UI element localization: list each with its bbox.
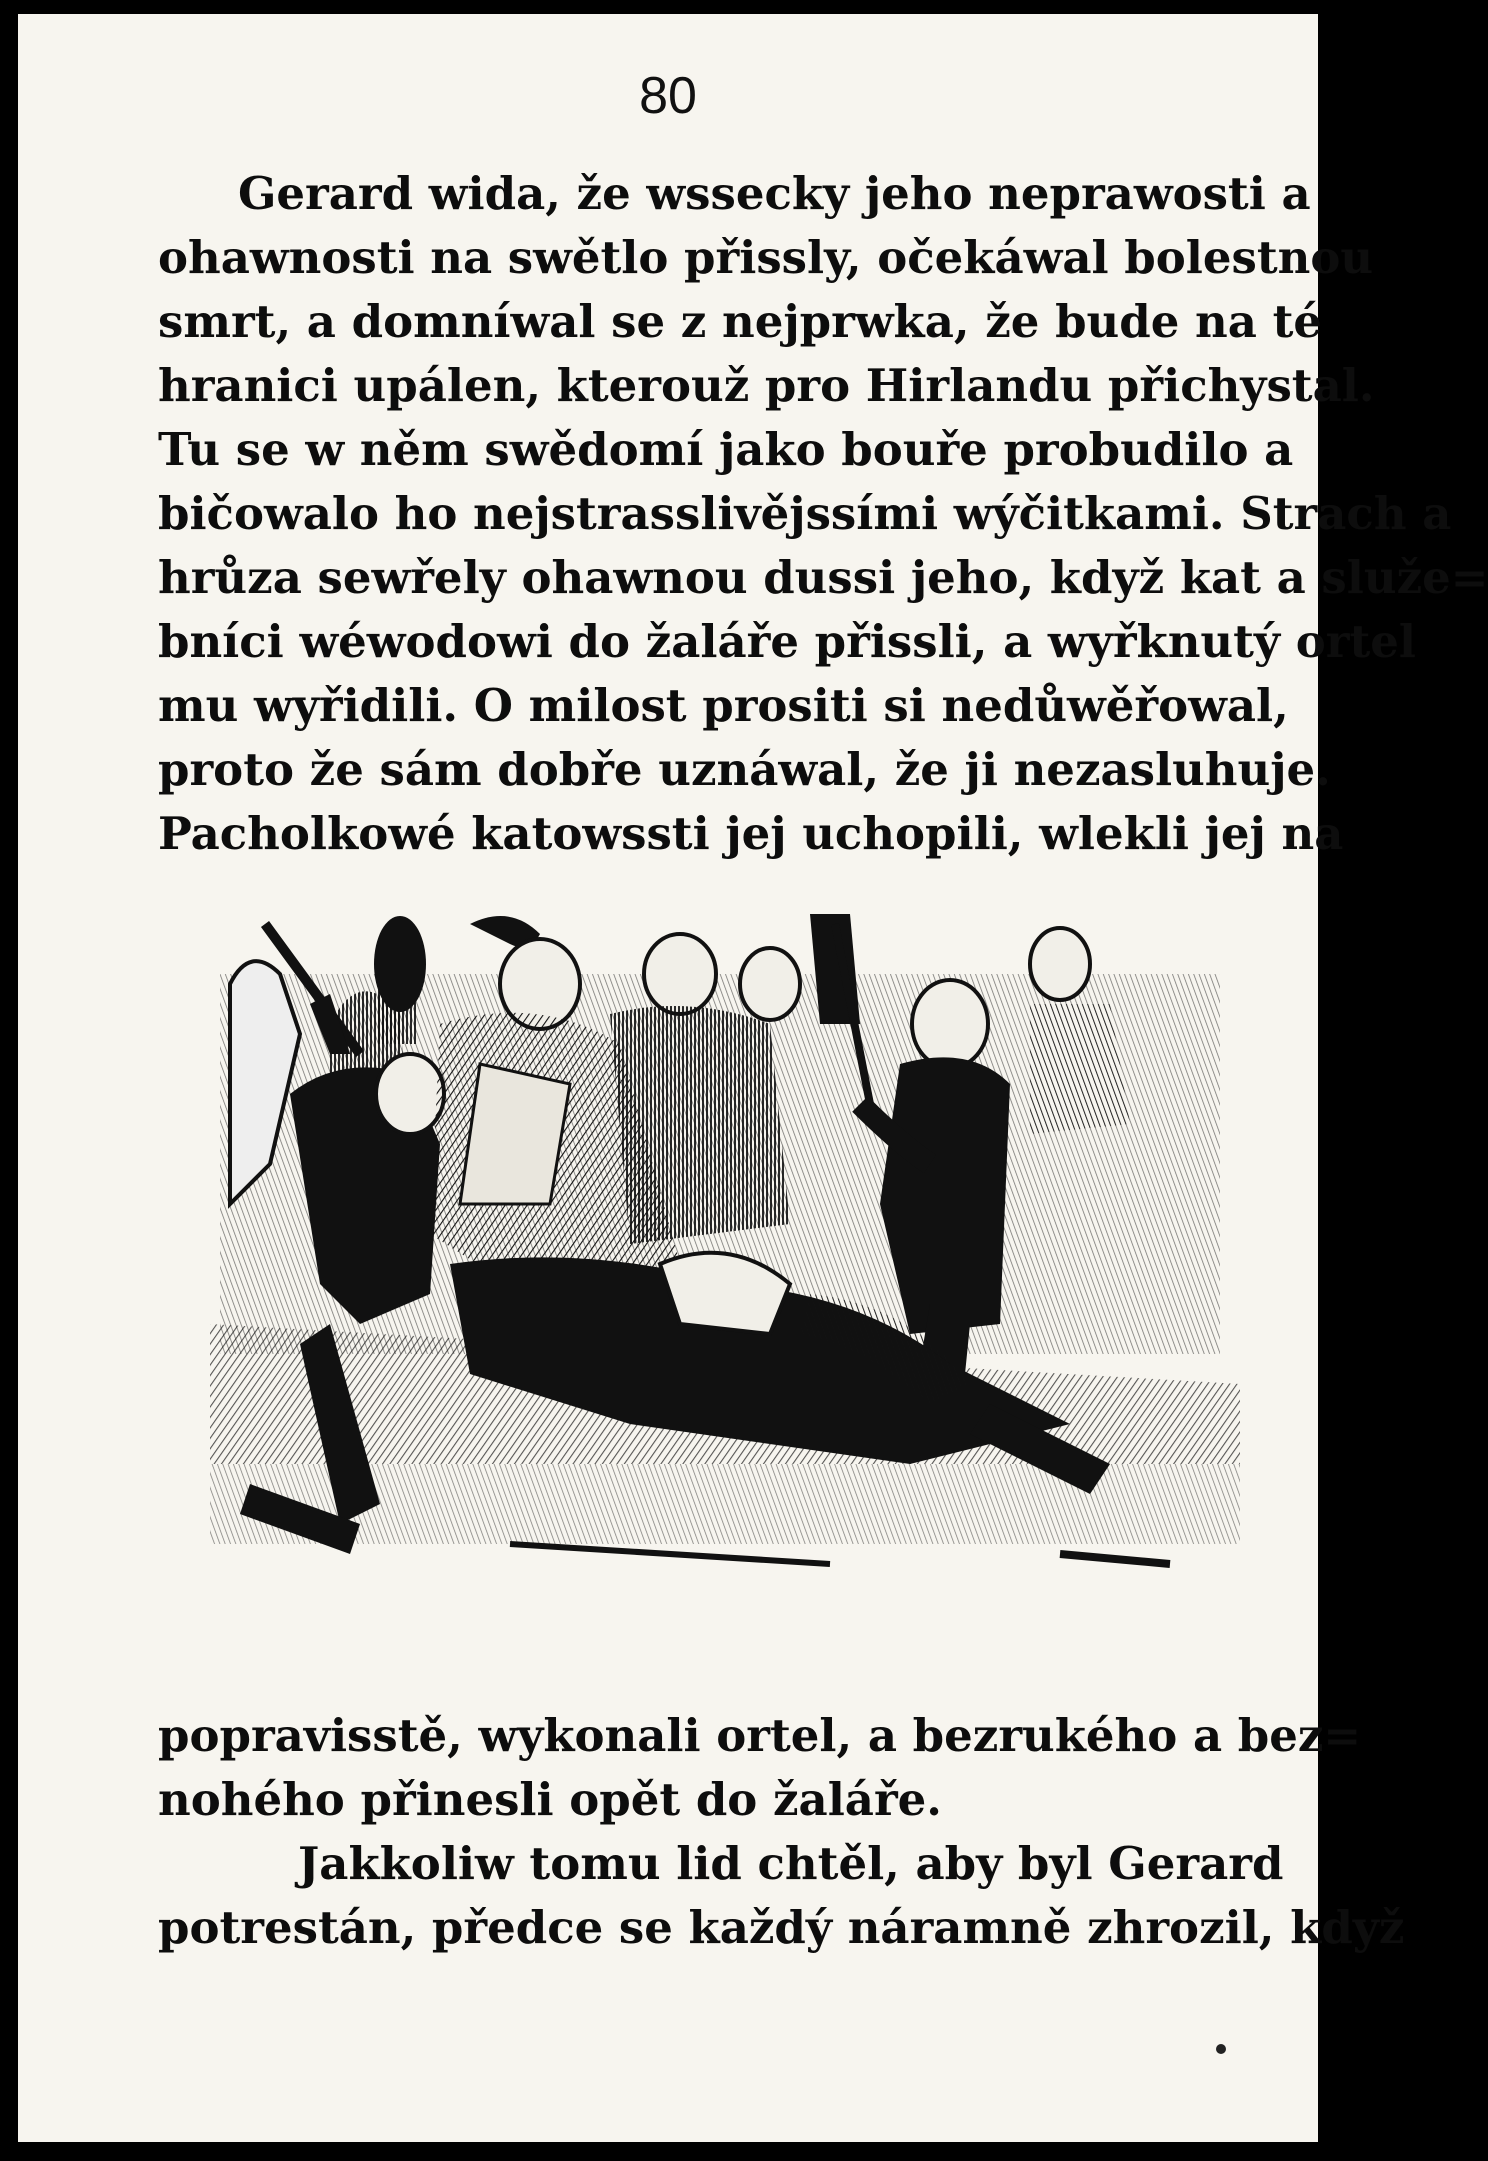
- text-line: hrůza sewřely ohawnou dussi jeho, když kat a služe=: [158, 551, 1488, 604]
- text-line: popravisstě, wykonali ortel, a bezrukého a bez=: [158, 1709, 1362, 1762]
- woodcut-execution-scene-icon: [210, 904, 1240, 1684]
- text-line: mu wyřidili. O milost prositi si nedůwěřowal,: [158, 679, 1289, 732]
- text-line: ohawnosti na swětlo přissly, očekáwal bolestnou: [158, 231, 1374, 284]
- text-line: hranici upálen, kterouž pro Hirlandu přichystal.: [158, 359, 1375, 412]
- text-line: Gerard wida, že wssecky jeho neprawosti a: [238, 167, 1311, 220]
- text-line: bičowalo ho nejstrasslivějssími wýčitkami. Strach a: [158, 487, 1452, 540]
- text-line: potrestán, předce se každý náramně zhrozil, když: [158, 1901, 1405, 1954]
- text-line: proto že sám dobře uznáwal, že ji nezasluhuje.: [158, 743, 1331, 796]
- text-line: Jakkoliw tomu lid chtěl, aby byl Gerard: [298, 1837, 1284, 1890]
- text-block-bottom: [158, 1704, 1405, 1960]
- text-line: Pacholkowé katowssti jej uchopili, wlekli jej na: [158, 807, 1344, 860]
- book-page: [18, 14, 1488, 2142]
- text-line: nohého přinesli opět do žaláře.: [158, 1773, 942, 1826]
- text-line: bníci wéwodowi do žaláře přissli, a wyřknutý ortel: [158, 615, 1416, 668]
- text-line: smrt, a domníwal se z nejprwka, že bude na té: [158, 295, 1322, 348]
- page-number: 80: [639, 67, 697, 125]
- ink-speck: [1216, 2044, 1226, 2054]
- text-block-top: [158, 162, 1488, 866]
- text-line: Tu se w něm swědomí jako bouře probudilo a: [158, 423, 1294, 476]
